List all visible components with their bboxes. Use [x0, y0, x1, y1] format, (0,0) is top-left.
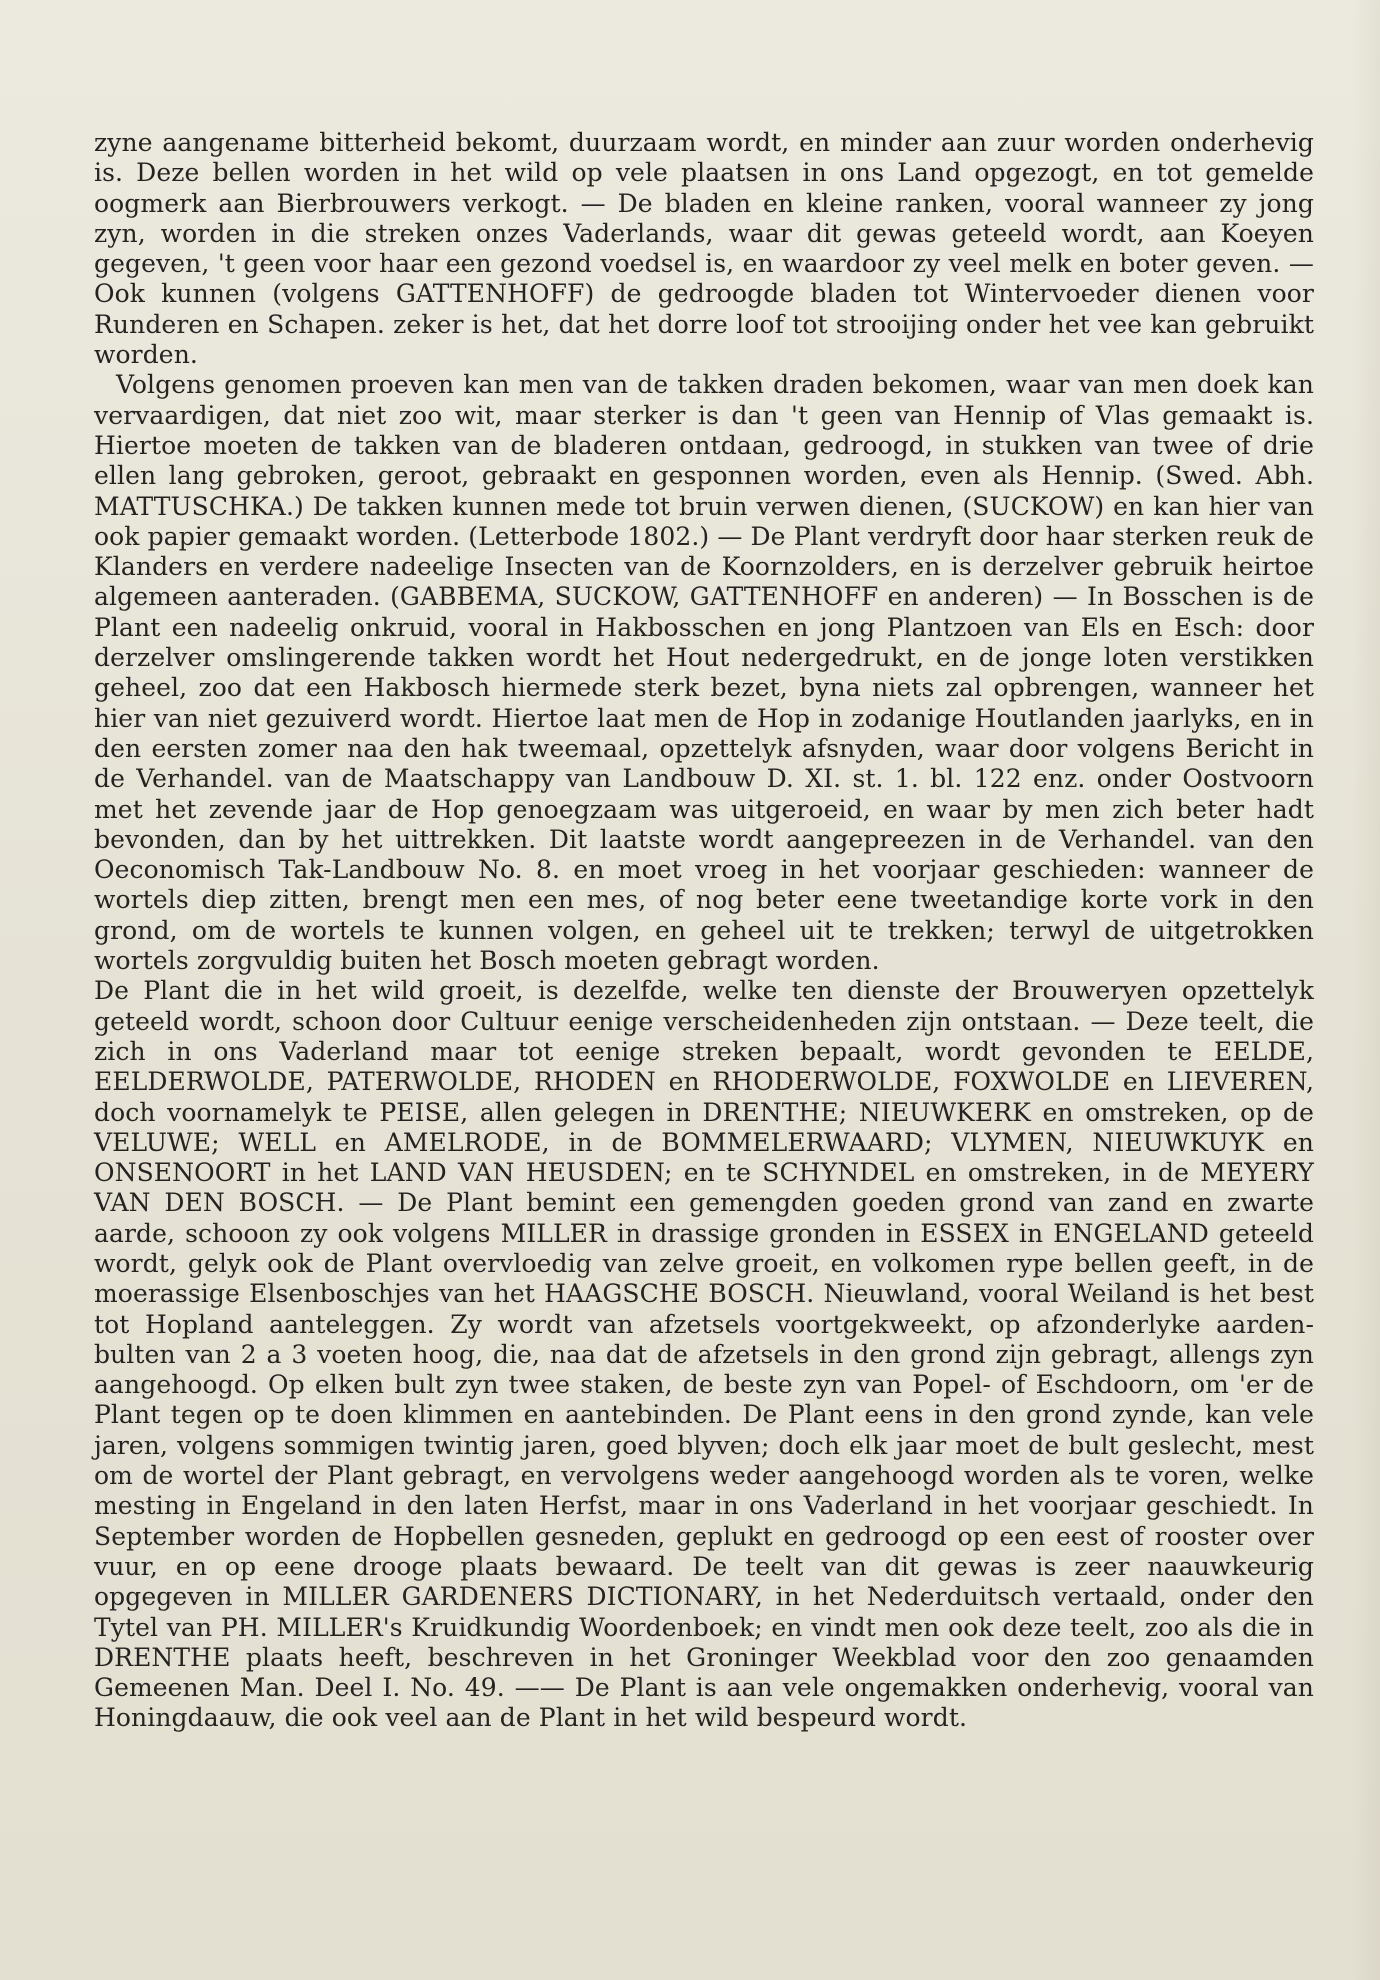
page-edge-shadow	[1352, 0, 1380, 1980]
paragraph-2: Volgens genomen proeven kan men van de takken draden bekomen, waar van men doek kan vervaardigen, dat niet zoo wit, maar sterker is dan 't geen van Hennip of Vlas gemaakt is. Hiertoe moeten de takken van de bladeren ontdaan, gedroogd, in stukken van twee of drie ellen lang gebroken, geroot, gebraakt en gesponnen worden, even als Hennip. (Swed. Abh. MATTUSCHKA.) De takken kunnen mede tot bruin verwen dienen, (SUCKOW) en kan hier van ook papier gemaakt worden. (Letterbode 1802.) — De Plant verdryft door haar sterken reuk de Klanders en verdere nadeelige Insecten van de Koornzolders, en is derzelver gebruik heirtoe algemeen aanteraden. (GABBEMA, SUCKOW, GATTENHOFF en anderen) — In Bosschen is de Plant een nadeelig onkruid, vooral in Hakbosschen en jong Plantzoen van Els en Esch: door derzelver omslingerende takken wordt het Hout nedergedrukt, en de jonge loten verstikken geheel, zoo dat een Hakbosch hiermede sterk bezet, byna niets zal opbrengen, wanneer het hier van niet gezuiverd wordt. Hiertoe laat men de Hop in zodanige Houtlanden jaarlyks, en in den eersten zomer naa den hak tweemaal, opzettelyk afsnyden, waar door volgens Bericht in de Verhandel. van de Maatschappy van Landbouw D. XI. st. 1. bl. 122 enz. onder Oostvoorn met het zevende jaar de Hop genoegzaam was uitgeroeid, en waar by men zich beter hadt bevonden, dan by het uittrekken. Dit laatste wordt aangepreezen in de Verhandel. van den Oeconomisch Tak-Landbouw No. 8. en moet vroeg in het voorjaar geschieden: wanneer de wortels diep zitten, brengt men een mes, of nog beter eene tweetandige korte vork in den grond, om de wortels te kunnen volgen, en geheel uit te trekken; terwyl de uitgetrokken wortels zorgvuldig buiten het Bosch moeten gebragt worden.	[94, 370, 1314, 976]
paragraph-3: De Plant die in het wild groeit, is dezelfde, welke ten dienste der Brouweryen opzettelyk geteeld wordt, schoon door Cultuur eenige verscheidenheden zijn ontstaan. — Deze teelt, die zich in ons Vaderland maar tot eenige streken bepaalt, wordt gevonden te EELDE, EELDERWOLDE, PATERWOLDE, RHODEN en RHODERWOLDE, FOXWOLDE en LIEVEREN, doch voornamelyk te PEISE, allen gelegen in DRENTHE; NIEUWKERK en omstreken, op de VELUWE; WELL en AMELRODE, in de BOMMELERWAARD; VLYMEN, NIEUWKUYK en ONSENOORT in het LAND VAN HEUSDEN; en te SCHYNDEL en omstreken, in de MEYERY VAN DEN BOSCH. — De Plant bemint een gemengden goeden grond van zand en zwarte aarde, schooon zy ook volgens MILLER in drassige gronden in ESSEX in ENGELAND geteeld wordt, gelyk ook de Plant overvloedig van zelve groeit, en volkomen rype bellen geeft, in de moerassige Elsenboschjes van het HAAGSCHE BOSCH. Nieuwland, vooral Weiland is het best tot Hopland aanteleggen. Zy wordt van afzetsels voortgekweekt, op afzonderlyke aarden-bulten van 2 a 3 voeten hoog, die, naa dat de afzetsels in den grond zijn gebragt, allengs zyn aangehoogd. Op elken bult zyn twee staken, de beste zyn van Popel- of Eschdoorn, om 'er de Plant tegen op te doen klimmen en aantebinden. De Plant eens in den grond zynde, kan vele jaren, volgens sommigen twintig jaren, goed blyven; doch elk jaar moet de bult geslecht, mest om de wortel der Plant gebragt, en vervolgens weder aangehoogd worden als te voren, welke mesting in Engeland in den laten Herfst, maar in ons Vaderland in het voorjaar geschiedt. In September worden de Hopbellen gesneden, geplukt en gedroogd op een eest of rooster over vuur, en op eene drooge plaats bewaard. De teelt van dit gewas is zeer naauwkeurig opgegeven in MILLER GARDENERS DICTIONARY, in het Nederduitsch vertaald, onder den Tytel van PH. MILLER's Kruidkundig Woordenboek; en vindt men ook deze teelt, zoo als die in DRENTHE plaats heeft, beschreven in het Groninger Weekblad voor den zoo genaamden Gemeenen Man. Deel I. No. 49. —— De Plant is aan vele ongemakken onderhevig, vooral van Honingdaauw, die ook veel aan de Plant in het wild bespeurd wordt.	[94, 976, 1314, 1733]
paragraph-1: zyne aangename bitterheid bekomt, duurzaam wordt, en minder aan zuur worden onderhevig is. Deze bellen worden in het wild op vele plaatsen in ons Land opgezogt, en tot gemelde oogmerk aan Bierbrouwers verkogt. — De bladen en kleine ranken, vooral wanneer zy jong zyn, worden in die streken onzes Vaderlands, waar dit gewas geteeld wordt, aan Koeyen gegeven, 't geen voor haar een gezond voedsel is, en waardoor zy veel melk en boter geven. — Ook kunnen (volgens GATTENHOFF) de gedroogde bladen tot Wintervoeder dienen voor Runderen en Schapen. zeker is het, dat het dorre loof tot strooijing onder het vee kan gebruikt worden.	[94, 128, 1314, 370]
